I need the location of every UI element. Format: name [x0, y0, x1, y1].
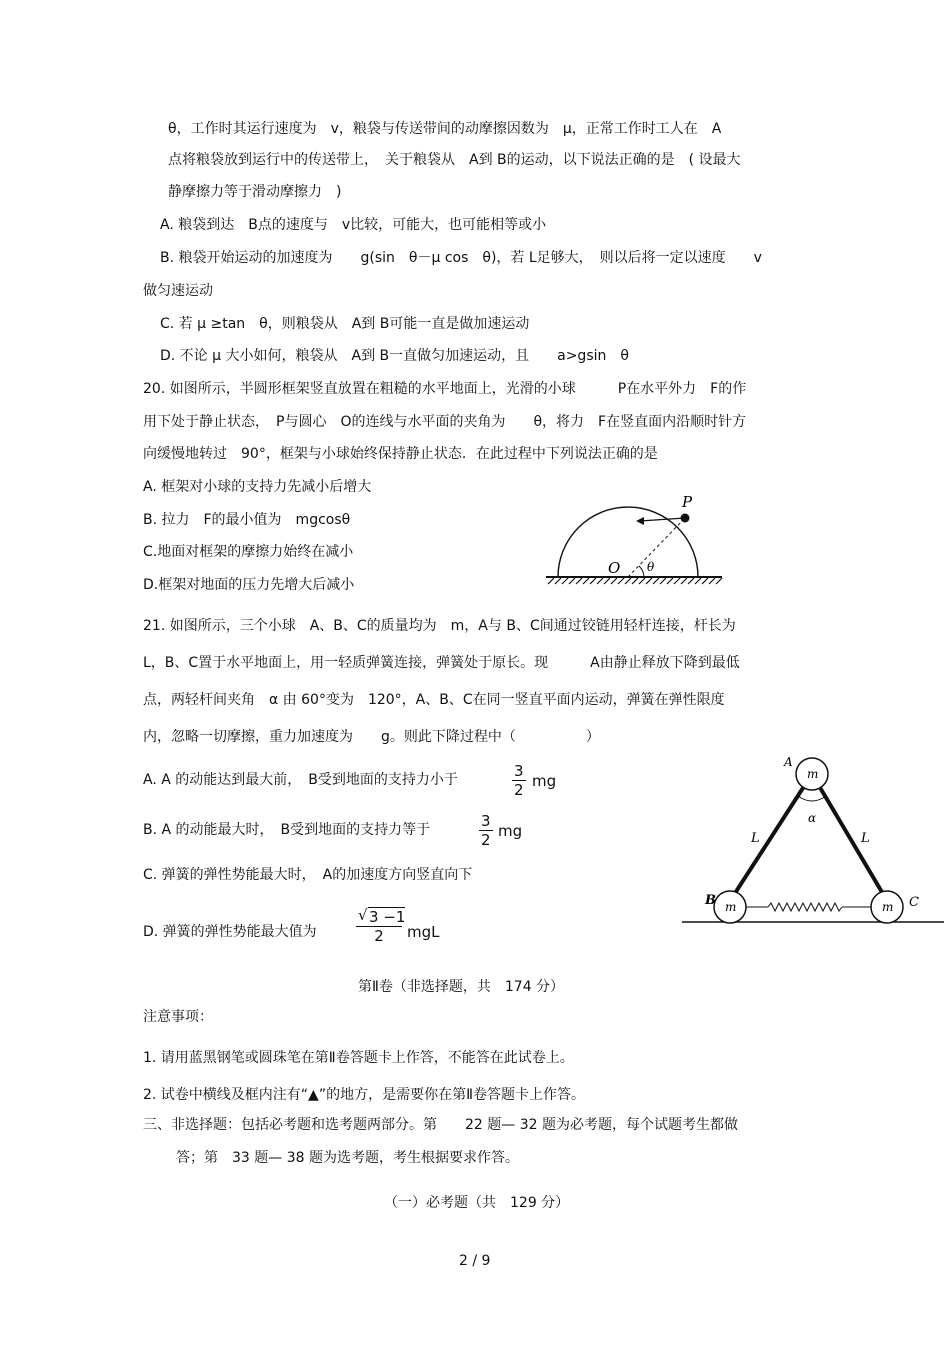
notice-item-2: 2. 试卷中横线及框内注有“▲”的地方，是需要你在第Ⅱ卷答题卡上作答。 [143, 1087, 585, 1103]
q21-line-3: 点，两轻杆间夹角 α 由 60°变为 120°，A、B、C在同一竖直平面内运动，弹簧在弹性限度 [143, 692, 725, 708]
rod-ab [728, 774, 812, 904]
q20-option-c: C.地面对框架的摩擦力始终在减小 [143, 544, 354, 560]
mgl-unit: mgL [407, 923, 440, 941]
mass-label-c: m [882, 900, 894, 914]
mass-label-a: m [807, 767, 819, 781]
label-l-left: L [751, 831, 760, 846]
q20-option-b: B. 拉力 F的最小值为 mgcosθ [143, 512, 351, 528]
sqrt3-minus-1-over-2 [356, 906, 406, 945]
q21-line-4: 内，忽略一切摩擦，重力加速度为 g。则此下降过程中（ ） [143, 729, 600, 745]
q19-option-d: D. 不论 μ 大小如何，粮袋从 A到 B一直做匀加速运动，且 a>gsin θ [160, 348, 629, 364]
q19-option-b-cont: 做匀速运动 [143, 283, 213, 299]
fraction-numerator: 3 [514, 762, 524, 780]
q21-line-2: L，B、C置于水平地面上，用一轻质弹簧连接，弹簧处于原长。现 A由静止释放下降到最低 [143, 655, 740, 671]
q19-option-b: B. 粮袋开始运动的加速度为 g(sin θ－μ cos θ)，若 L足够大， 则以后将一定以速度 v [160, 250, 762, 266]
label-alpha: α [808, 811, 817, 825]
q20-line-1: 20. 如图所示，半圆形框架竖直放置在粗糙的水平地面上，光滑的小球 P在水平外力 F的作 [143, 381, 747, 397]
label-p: P [682, 493, 693, 511]
notice-item-1: 1. 请用蓝黑钢笔或圆珠笔在第Ⅱ卷答题卡上作答，不能答在此试卷上。 [143, 1050, 574, 1066]
q21-option-a: A. A 的动能达到最大前， B受到地面的支持力小于 [143, 772, 458, 788]
theta-arc [639, 566, 644, 577]
q19-option-a: A. 粮袋到达 B点的速度与 v比较，可能大，也可能相等或小 [160, 217, 547, 233]
label-o: O [608, 559, 621, 577]
semicircle-frame-figure [540, 485, 730, 590]
q19-line-1: θ，工作时其运行速度为 v，粮袋与传送带间的动摩擦因数为 μ，正常工作时工人在 A [168, 121, 722, 137]
page-number: 2 / 9 [459, 1253, 491, 1269]
q20-option-a: A. 框架对小球的支持力先减小后增大 [143, 479, 372, 495]
label-c: C [909, 895, 919, 910]
part2-title: 第Ⅱ卷（非选择题，共 174 分） [358, 979, 565, 995]
q21-option-b: B. A 的动能最大时， B受到地面的支持力等于 [143, 822, 431, 838]
q21-option-c: C. 弹簧的弹性势能最大时， A的加速度方向竖直向下 [143, 867, 473, 883]
q21-option-d: D. 弹簧的弹性势能最大值为 [143, 924, 317, 940]
spring [768, 903, 842, 911]
q20-line-2: 用下处于静止状态， P与圆心 O的连线与水平面的夹角为 θ，将力 F在竖直面内沿顺时针方 [143, 414, 747, 430]
fraction-numerator: 3 [481, 812, 491, 830]
fraction-denominator: 2 [481, 831, 491, 849]
sqrt-expression: 3 −1 [369, 908, 406, 926]
q21-line-1: 21. 如图所示，三个小球 A、B、C的质量均为 m，A与 B、C间通过铰链用轻杆连接，杆长为 [143, 618, 736, 634]
required-questions-heading: （一）必考题（共 129 分） [384, 1195, 570, 1211]
semicircle-frame [558, 507, 698, 577]
q19-line-3: 静摩擦力等于滑动摩擦力 ) [168, 184, 342, 200]
ball-p [681, 514, 690, 523]
q19-option-c: C. 若 μ ≥tan θ，则粮袋从 A到 B可能一直是做加速运动 [160, 316, 530, 332]
force-f-arrow [640, 518, 685, 521]
arrowhead-icon [636, 517, 644, 525]
three-ball-linkage-figure [678, 752, 948, 930]
ground-hatching [548, 578, 722, 584]
fraction-denominator: 2 [374, 927, 384, 945]
label-theta: θ [647, 560, 655, 574]
section-3-line-2: 答；第 33 题— 38 题为选考题，考生根据要求作答。 [176, 1150, 519, 1166]
fraction-3-over-2-a [512, 762, 526, 799]
fraction-3-over-2-b [479, 812, 493, 849]
label-b: B [705, 893, 716, 908]
q20-option-d: D.框架对地面的压力先增大后减小 [143, 577, 355, 593]
mg-unit-b: mg [498, 822, 523, 840]
mg-unit-a: mg [532, 772, 557, 790]
mass-label-b: m [725, 900, 737, 914]
fraction-denominator: 2 [514, 781, 524, 799]
label-l-right: L [861, 831, 870, 846]
q20-line-3: 向缓慢地转过 90°，框架与小球始终保持静止状态．在此过程中下列说法正确的是 [143, 446, 658, 462]
section-3-line-1: 三、非选择题：包括必考题和选考题两部分。第 22 题— 32 题为必考题，每个试题考生都做 [143, 1117, 738, 1133]
rod-ac [812, 774, 889, 904]
notice-heading: 注意事项： [143, 1009, 213, 1025]
sqrt-sign-icon: √ [358, 906, 368, 924]
label-a: A [784, 755, 793, 769]
alpha-arc [798, 796, 826, 801]
q19-line-2: 点将粮袋放到运行中的传送带上， 关于粮袋从 A到 B的运动，以下说法正确的是 ( 设最大 [168, 152, 741, 168]
